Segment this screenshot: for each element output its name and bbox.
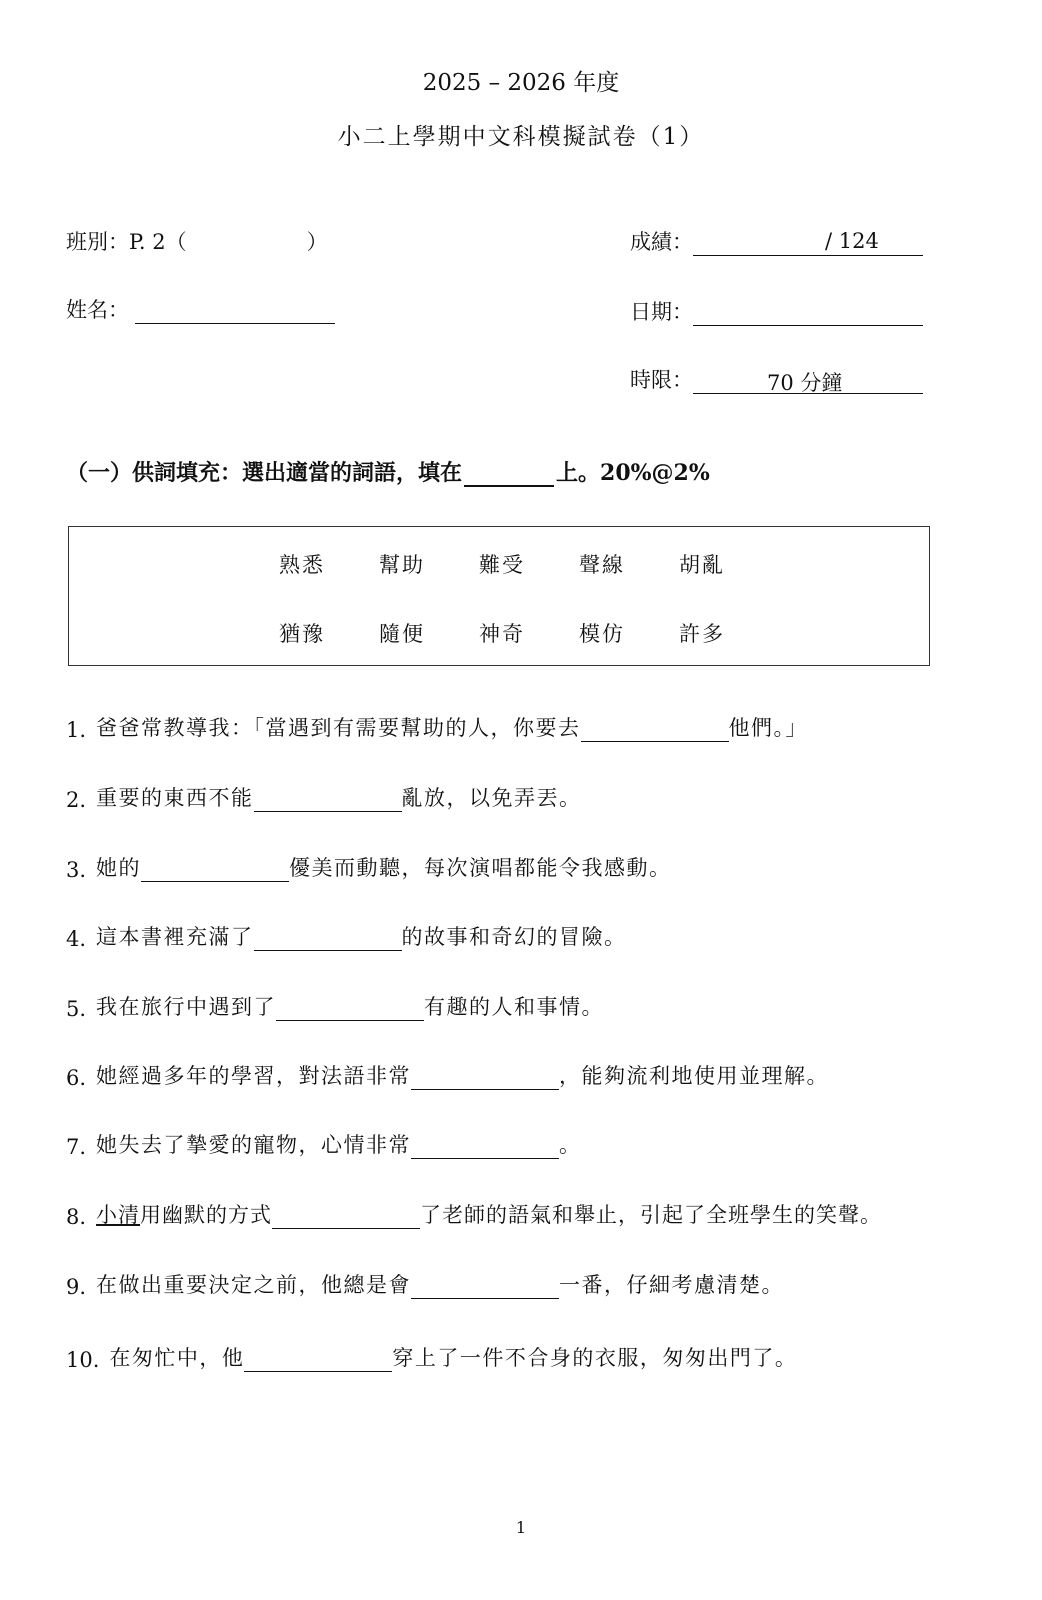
question-text-end: 優美而動聽，每次演唱都能令我感動。: [289, 856, 672, 880]
word-bank-row-1: [279, 549, 779, 579]
word-bank-item: 許多: [679, 622, 725, 646]
answer-blank[interactable]: [244, 1347, 392, 1372]
question-number: 8.: [66, 1205, 87, 1229]
answer-blank[interactable]: [254, 787, 402, 812]
question-number: 10.: [66, 1348, 100, 1372]
question-10: [66, 1342, 797, 1372]
question-text-end: 。: [559, 1133, 582, 1157]
time-value: 70 分鐘: [767, 371, 843, 395]
question-text: 她的: [96, 856, 142, 880]
question-text-end: 有趣的人和事情。: [424, 995, 605, 1019]
word-bank-item: 神奇: [479, 622, 525, 646]
score-field: [630, 226, 923, 256]
answer-blank[interactable]: [254, 926, 402, 951]
class-label: 班別：P. 2（: [66, 230, 187, 254]
question-text-end: 了老師的語氣和舉止，引起了全班學生的笑聲。: [420, 1203, 883, 1227]
time-field: [630, 364, 923, 394]
question-2: [66, 782, 582, 812]
answer-blank[interactable]: [276, 996, 424, 1021]
question-number: 4.: [66, 927, 87, 951]
question-text: 重要的東西不能: [96, 786, 254, 810]
question-text-end: 穿上了一件不合身的衣服，匆匆出門了。: [392, 1346, 798, 1370]
answer-blank[interactable]: [141, 857, 289, 882]
question-number: 1.: [66, 718, 87, 742]
word-bank-item: 熟悉: [279, 553, 325, 577]
question-text-end: ，能夠流利地使用並理解。: [559, 1064, 830, 1088]
question-text: 這本書裡充滿了: [96, 925, 254, 949]
time-label: 時限：: [630, 368, 693, 392]
name-field: [66, 294, 335, 324]
question-text: 她經過多年的學習，對法語非常: [96, 1064, 412, 1088]
score-input[interactable]: [693, 229, 923, 256]
answer-blank[interactable]: [272, 1204, 420, 1229]
question-4: [66, 921, 627, 951]
answer-blank[interactable]: [411, 1134, 559, 1159]
word-bank-box: [68, 526, 930, 666]
time-line: [693, 367, 923, 394]
class-field: [66, 226, 328, 256]
section-title-text: （一）供詞填充：選出適當的詞語，填在: [66, 460, 463, 486]
question-text-end: 一番，仔細考慮清楚。: [559, 1273, 785, 1297]
question-number: 2.: [66, 788, 87, 812]
question-text-end: 亂放，以免弄丟。: [401, 786, 582, 810]
question-5: [66, 991, 604, 1021]
page-number: 1: [515, 1518, 527, 1537]
exam-title: 小二上學期中文科模擬試卷（1）: [337, 124, 705, 150]
date-input[interactable]: [693, 299, 923, 326]
name-label: 姓名：: [66, 298, 129, 322]
question-text: 在做出重要決定之前，他總是會: [96, 1273, 412, 1297]
question-text: 我在旅行中遇到了: [96, 995, 277, 1019]
question-1: [66, 712, 808, 742]
answer-blank[interactable]: [411, 1065, 559, 1090]
question-6: [66, 1060, 829, 1090]
exam-year: 2025 – 2026 年度: [422, 70, 620, 96]
question-9: [66, 1269, 784, 1299]
question-3: [66, 852, 672, 882]
score-total: / 124: [825, 229, 879, 253]
question-text: 在匆忙中，他: [109, 1346, 245, 1370]
question-number: 5.: [66, 997, 87, 1021]
question-8: [66, 1199, 882, 1229]
answer-blank[interactable]: [411, 1274, 559, 1299]
question-7: [66, 1129, 582, 1159]
word-bank-item: 猶豫: [279, 622, 325, 646]
word-bank-item: 聲線: [579, 553, 625, 577]
word-bank-item: 難受: [479, 553, 525, 577]
question-text: 爸爸常教導我：「當遇到有需要幫助的人，你要去: [96, 716, 581, 740]
name-input[interactable]: [135, 297, 335, 324]
answer-blank[interactable]: [581, 717, 729, 742]
word-bank-item: 模仿: [579, 622, 625, 646]
class-close: ）: [306, 230, 328, 254]
word-bank-item: 胡亂: [679, 553, 725, 577]
question-number: 9.: [66, 1275, 87, 1299]
score-label: 成績：: [630, 230, 693, 254]
word-bank-row-2: [279, 618, 779, 648]
question-text-end: 的故事和奇幻的冒險。: [401, 925, 627, 949]
question-text: 用幽默的方式: [140, 1203, 273, 1227]
date-field: [630, 296, 923, 326]
date-label: 日期：: [630, 300, 693, 324]
section-title-blank: [464, 461, 554, 487]
word-bank-item: 隨便: [379, 622, 425, 646]
section-title-suffix: 上。20%@2%: [556, 460, 710, 486]
question-number: 6.: [66, 1066, 87, 1090]
question-text-end: 他們。」: [728, 716, 809, 740]
word-bank-item: 幫助: [379, 553, 425, 577]
question-text: 她失去了摯愛的寵物，心情非常: [96, 1133, 412, 1157]
person-name: 小清: [96, 1203, 141, 1227]
question-number: 7.: [66, 1135, 87, 1159]
section-1-title: [66, 456, 710, 487]
question-number: 3.: [66, 858, 87, 882]
